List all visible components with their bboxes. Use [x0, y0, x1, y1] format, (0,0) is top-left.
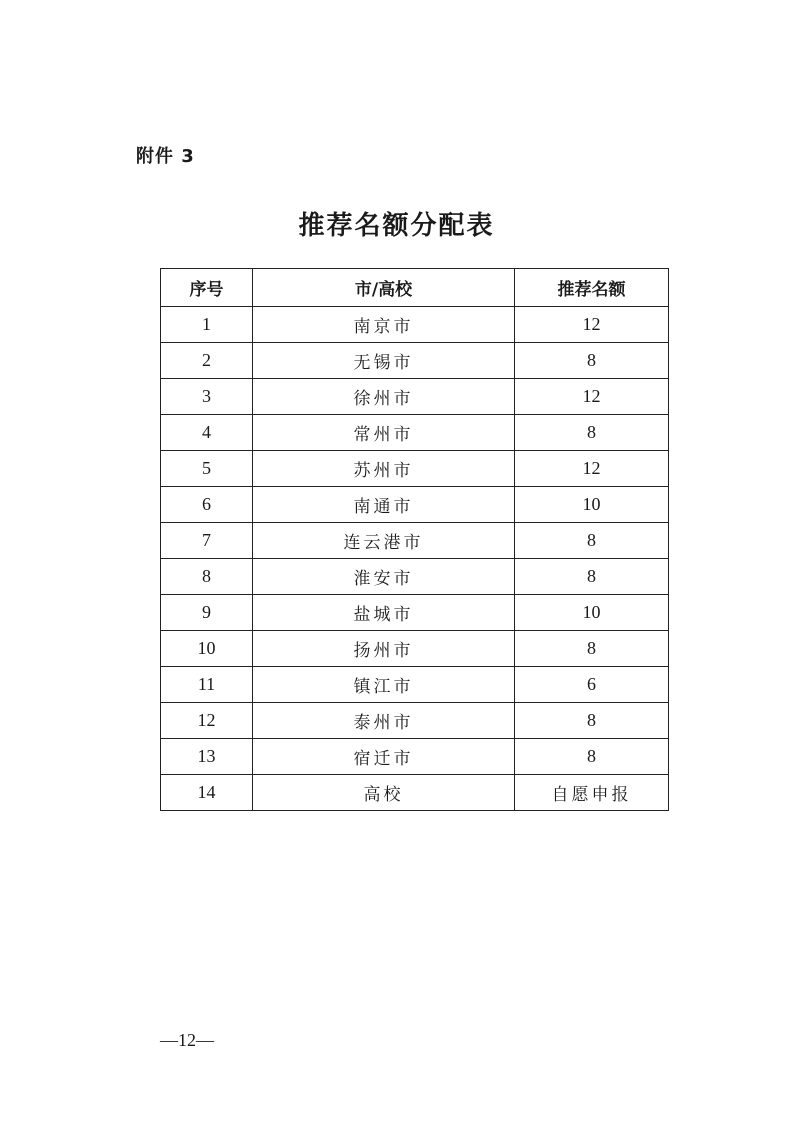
table-row [161, 451, 669, 487]
row-unit: 常州市 [253, 415, 515, 451]
row-unit: 无锡市 [253, 343, 515, 379]
row-unit: 扬州市 [253, 631, 515, 667]
table-row [161, 739, 669, 775]
row-unit: 高校 [253, 775, 515, 811]
row-quota: 8 [515, 415, 669, 451]
row-quota: 8 [515, 343, 669, 379]
row-unit: 苏州市 [253, 451, 515, 487]
header-index: 序号 [161, 269, 253, 307]
row-quota: 8 [515, 739, 669, 775]
row-index: 14 [161, 775, 253, 811]
header-unit: 市/高校 [253, 269, 515, 307]
table-row [161, 307, 669, 343]
page-number: —12— [160, 1030, 214, 1050]
row-index: 2 [161, 343, 253, 379]
row-unit: 宿迁市 [253, 739, 515, 775]
row-unit: 泰州市 [253, 703, 515, 739]
header-quota: 推荐名额 [515, 269, 669, 307]
row-index: 5 [161, 451, 253, 487]
row-index: 8 [161, 559, 253, 595]
row-index: 11 [161, 667, 253, 703]
table-row [161, 703, 669, 739]
row-index: 13 [161, 739, 253, 775]
table-row [161, 343, 669, 379]
row-unit: 连云港市 [253, 523, 515, 559]
row-index: 6 [161, 487, 253, 523]
row-quota: 10 [515, 595, 669, 631]
row-unit: 镇江市 [253, 667, 515, 703]
row-quota: 10 [515, 487, 669, 523]
table-row [161, 487, 669, 523]
table-header-row [161, 269, 669, 307]
row-unit: 盐城市 [253, 595, 515, 631]
row-quota: 12 [515, 451, 669, 487]
table-row [161, 775, 669, 811]
row-index: 7 [161, 523, 253, 559]
table-row [161, 595, 669, 631]
row-index: 10 [161, 631, 253, 667]
row-index: 12 [161, 703, 253, 739]
row-unit: 徐州市 [253, 379, 515, 415]
row-unit: 南通市 [253, 487, 515, 523]
row-quota: 8 [515, 631, 669, 667]
row-unit: 南京市 [253, 307, 515, 343]
table-row [161, 523, 669, 559]
quota-table [160, 268, 669, 811]
row-quota: 6 [515, 667, 669, 703]
table-row [161, 415, 669, 451]
row-quota: 8 [515, 523, 669, 559]
row-index: 3 [161, 379, 253, 415]
table-row [161, 631, 669, 667]
row-index: 4 [161, 415, 253, 451]
row-index: 9 [161, 595, 253, 631]
row-unit: 淮安市 [253, 559, 515, 595]
row-quota: 自愿申报 [515, 775, 669, 811]
row-index: 1 [161, 307, 253, 343]
table-row [161, 379, 669, 415]
row-quota: 8 [515, 703, 669, 739]
row-quota: 8 [515, 559, 669, 595]
document-title: 推荐名额分配表 [298, 211, 495, 241]
table-row [161, 667, 669, 703]
table-row [161, 559, 669, 595]
attachment-label: 附件 3 [136, 146, 195, 167]
row-quota: 12 [515, 379, 669, 415]
row-quota: 12 [515, 307, 669, 343]
